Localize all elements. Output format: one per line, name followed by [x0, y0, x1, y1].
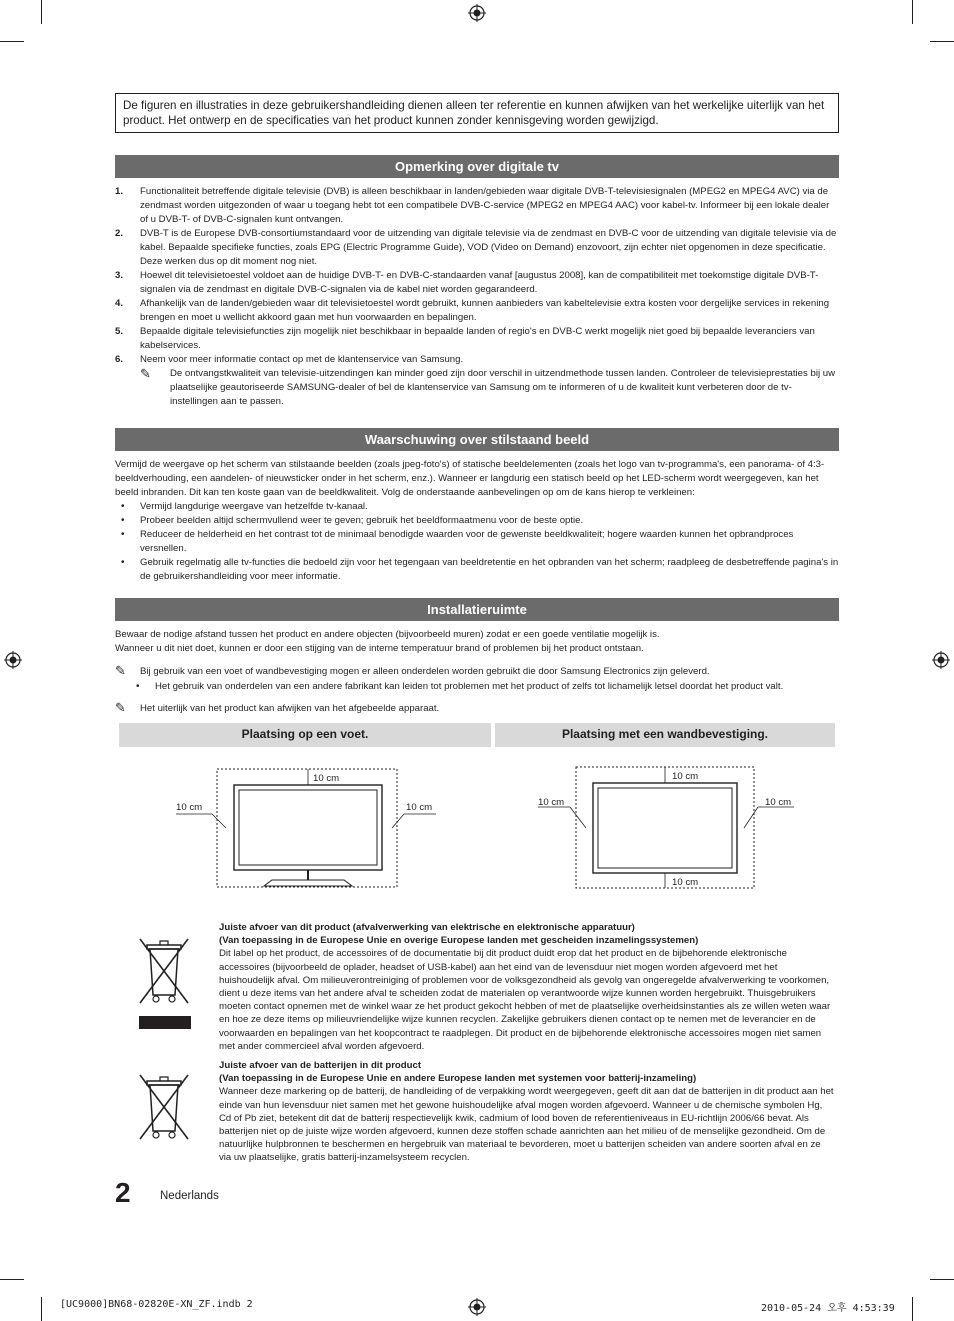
install-note-1: ✎ Bij gebruik van een voet of wandbevestiging mogen er alleen onderdelen worden gebruikt die door Samsung Electronics zijn geleverd. [115, 663, 710, 678]
pencil-note-icon: ✎ [140, 366, 151, 381]
digital-tv-list [115, 185, 839, 409]
install-note-2: ✎ Het uiterlijk van het product kan afwijken van het afgebeelde apparaat. [115, 700, 440, 715]
crossed-bin-icon [136, 1073, 192, 1149]
install-note-bullets [130, 680, 839, 694]
battery-title: Juiste afvoer van de batterijen in dit product [219, 1060, 422, 1071]
weee-subtitle: (Van toepassing in de Europese Unie en overige Europese landen met gescheiden inzamelingssystemen) [219, 935, 699, 947]
reception-note: ✎ De ontvangstkwaliteit van televisie-uitzendingen kan minder goed zijn door verschil in uitzendmethode tussen landen. Controleer de televisieprestaties bij uw plaatselijke geautoriseerde SAMSUNG-dealer of bel de klantenservice van Samsung om te informeren of u de kwaliteit kunt verbeteren door de tv-instellingen aan te passen. [140, 366, 836, 407]
section-header-still-image: Waarschuwing over stilstaand beeld [115, 428, 839, 451]
tv-screen [239, 790, 377, 865]
battery-disposal-text [219, 1059, 835, 1165]
battery-body: Wanneer deze markering op de batterij, de handleiding of de verpakking wordt weergegeven, geeft dit aan dat de batterijen in dit product aan het einde van hun levensduur niet samen met het gewone huishoudelijke afval mogen worden afgevoerd. Wanneer u de chemische symbolen Hg, Cd of Pb ziet, betekent dit dat de batterij respectievelijk kwik, cadmium of lood boven de referentieniveaus in EU-richtlijn 2006/66 bevat. Als batterijen niet op de juiste wijze worden afgevoerd, kunnen deze stoffen schade aanrichten aan het milieu of de menselijke gezondheid. Om de natuurlijke hulpbronnen te beschermen en hergebruik van materiaal te bevorderen, moet u batterijen scheiden van andere soorten afval en ze via uw plaatselijke, gratis batterij-inzamelsysteem recyclen. [219, 1086, 834, 1164]
crop-mark [930, 1279, 954, 1280]
section-header-digital-tv: Opmerking over digitale tv [115, 155, 839, 178]
top-clearance-label: 10 cm [313, 773, 340, 784]
language-label: Nederlands [160, 1190, 219, 1202]
tv-screen [598, 788, 732, 868]
list-item: 3. Hoewel dit televisietoestel voldoet aan de huidige DVB-T- en DVB-C-standaarden vanaf [augustus 2008], kan de compatibiliteit met toekomstige digitale DVB-T-signalen via de zendmast en digitale DVB-C-signalen via de kabel niet worden gegarandeerd. [115, 270, 819, 295]
wall-placement-header: Plaatsing met een wandbevestiging. [495, 723, 835, 747]
weee-disposal-text [219, 921, 835, 1053]
pencil-note-icon: ✎ [115, 663, 126, 678]
list-item: • Reduceer de helderheid en het contrast tot de minimaal benodigde waarden voor de gewenste beeldkwaliteit; hogere waarden kunnen het opbrandproces versnellen. [115, 528, 839, 556]
registration-mark-icon [468, 1298, 486, 1316]
list-item: 6. Neem voor meer informatie contact op met de klantenservice van Samsung. [115, 354, 464, 365]
list-item: 1. Functionaliteit betreffende digitale televisie (DVB) is alleen beschikbaar in landen/gebieden waar digitale DVB-T-televisiesignalen (MPEG2 en MPEG4 AVC) via de zendmast worden uitgezonden of waar u toegang hebt tot een compatibele DVB-C-service (MPEG2 en MPEG4 AAC) voor kabel-tv. Informeer bij een lokale dealer of u DVB-T- of DVB-C-signalen kunt ontvangen. [115, 186, 830, 225]
left-clearance-label: 10 cm [538, 797, 565, 808]
install-line-2: Wanneer u dit niet doet, kunnen er door een stijging van de interne temperatuur brand of problemen bij het product ontstaan. [115, 643, 644, 654]
registration-mark-icon [468, 4, 486, 22]
crop-mark [912, 1297, 913, 1321]
wall-clearance-diagram [530, 760, 810, 895]
disclaimer-notice: De figuren en illustraties in deze gebruikershandleiding dienen alleen ter referentie en kunnen afwijken van het werkelijke uiterlijk van het product. Het ontwerp en de specificaties van het product kunnen zonder kennisgeving worden gewijzigd. [115, 93, 839, 133]
stand-clearance-diagram [160, 762, 460, 892]
registration-mark-icon [932, 651, 950, 669]
battery-subtitle: (Van toepassing in de Europese Unie en andere Europese landen met systemen voor batterij-inzameling) [219, 1073, 697, 1085]
crop-mark [0, 41, 24, 42]
top-clearance-label: 10 cm [672, 771, 699, 782]
crop-mark [930, 41, 954, 42]
crop-mark [0, 1279, 24, 1280]
registration-mark-icon [4, 651, 22, 669]
stand-base [264, 880, 352, 886]
list-item: • Het gebruik van onderdelen van een andere fabrikant kan leiden tot problemen met het product of zelfs tot lichamelijk letsel doordat het product valt. [130, 680, 839, 694]
weee-body: Dit label op het product, de accessoires of de documentatie bij dit product duidt erop dat het product en de bijbehorende elektronische accessoires (bijvoorbeeld de oplader, headset of USB-kabel) aan het eind van de levensduur niet mogen worden afgevoerd met het huishoudelijk afval. Om milieuverontreiniging of problemen voor de volksgezondheid als gevolg van ongeregelde afvalverwerking te voorkomen, dient u deze items van het andere afval te scheiden zodat de materialen op verantwoorde wijze kunnen worden hergebruikt. Thuisgebruikers moeten contact opnemen met de winkel waar ze het product gekocht hebben of met de plaatselijke overheidsinstanties als ze willen weten waar en hoe ze deze items op milieuvriendelijke wijze kunnen recyclen. Zakelijke gebruikers dienen contact op te nemen met de leverancier en de voorwaarden en bepalingen van het koopcontract te raadplegen. Dit product en de bijbehorende elektronische accessoires mogen niet samen met ander commercieel afval worden afgevoerd. [219, 948, 831, 1052]
list-item: • Vermijd langdurige weergave van hetzelfde tv-kanaal. [115, 500, 839, 514]
right-clearance-label: 10 cm [406, 802, 433, 813]
list-item: • Probeer beelden altijd schermvullend weer te geven; gebruik het beeldformaatmenu voor de beste optie. [115, 514, 839, 528]
crossed-bin-icon [136, 937, 192, 1033]
stand-placement-header: Plaatsing op een voet. [119, 723, 491, 747]
pencil-note-icon: ✎ [115, 700, 126, 715]
install-line-1: Bewaar de nodige afstand tussen het product en andere objecten (bijvoorbeeld muren) zodat er een goede ventilatie mogelijk is. [115, 629, 660, 640]
list-item: 2. DVB-T is de Europese DVB-consortiumstandaard voor de uitzending van digitale televisie via de zendmast en DVB-C voor de uitzending van digitale televisie via de kabel. Bepaalde specifieke functies, zoals EPG (Electric Programme Guide), VOD (Video on Demand) enzovoort, zijn echter niet opgenomen in deze specificatie. Deze werken dus op dit moment nog niet. [115, 228, 837, 267]
list-item: • Gebruik regelmatig alle tv-functies die bedoeld zijn voor het tegengaan van beeldretentie en het opbranden van het scherm; raadpleeg de desbetreffende pagina's in de gebruikershandleiding voor meer informatie. [115, 556, 839, 584]
section-header-installation: Installatieruimte [115, 598, 839, 621]
crop-mark [41, 1297, 42, 1321]
still-image-intro: Vermijd de weergave op het scherm van stilstaande beelden (zoals jpeg-foto's) of statische beeldelementen (zoals het logo van tv-programma's, een panorama- of 4:3-beeldverhouding, een aandelen- of nieuwsticker onder in het scherm, enz.). Wanneer er langdurig een statisch beeld op het LED-scherm wordt weergegeven, kan het beeld inbranden. Dit kan ten koste gaan van de beeldkwaliteit. Volg de onderstaande aanbevelingen op om de kans hierop te verkleinen: [115, 459, 825, 498]
crop-mark [912, 0, 913, 24]
print-slug-file: [UC9000]BN68-02820E-XN_ZF.indb 2 [60, 1299, 253, 1310]
still-image-bullets [115, 500, 839, 584]
page-number: 2 [115, 1177, 131, 1208]
print-slug-date: 2010-05-24 오후 4:53:39 [761, 1303, 895, 1314]
list-item: 4. Afhankelijk van de landen/gebieden waar dit televisietoestel wordt gebruikt, kunnen aanbieders van kabeltelevisie extra kosten voor dergelijke services in rekening brengen en moet u wellicht akkoord gaan met hun voorwaarden en bepalingen. [115, 298, 830, 323]
left-clearance-label: 10 cm [176, 802, 203, 813]
crop-mark [41, 0, 42, 24]
right-clearance-label: 10 cm [765, 797, 792, 808]
bottom-clearance-label: 10 cm [672, 877, 699, 888]
weee-title: Juiste afvoer van dit product (afvalverwerking van elektrische en elektronische apparatuur) [219, 922, 635, 933]
list-item: 5. Bepaalde digitale televisiefuncties zijn mogelijk niet beschikbaar in bepaalde landen of regio's en DVB-C werkt mogelijk niet goed bij bepaalde leveranciers van kabelservices. [115, 326, 815, 351]
